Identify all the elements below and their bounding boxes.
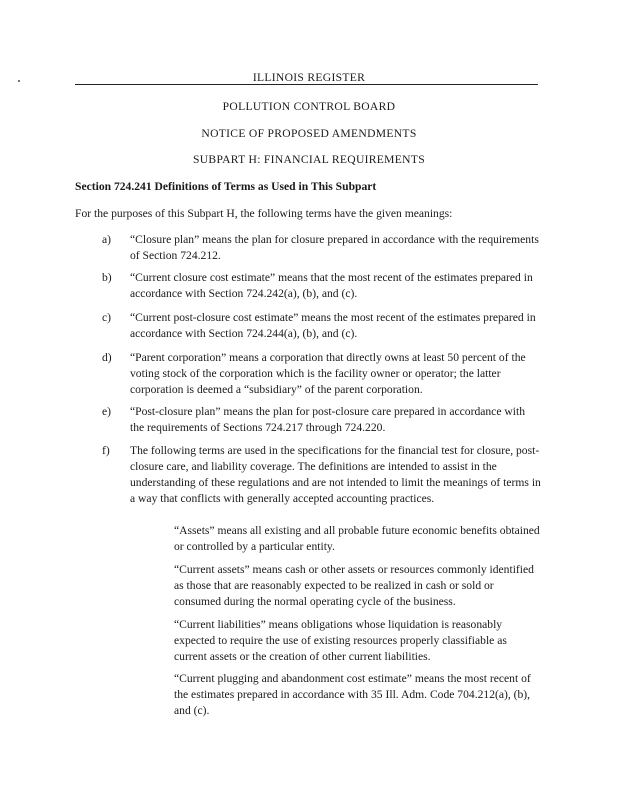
item-label: c) [102, 311, 112, 324]
item-label: f) [102, 444, 110, 457]
item-text: The following terms are used in the specifications for the financial test for closure, post-closure care, and liability coverage. The definitions are intended to assist in the understanding of these regulations and are not intended to limit the meanings of terms in a way that conflicts with generally accepted accounting practices. [130, 444, 541, 505]
item-label: b) [102, 271, 112, 284]
notice-heading: NOTICE OF PROPOSED AMENDMENTS [201, 127, 417, 140]
definition-plugging-cost-estimate: “Current plugging and abandonment cost estimate” means the most recent of the estimates prepared in accordance with 35 Ill. Adm. Code 704.212(a), (b), and (c). [174, 672, 531, 717]
item-text: “Parent corporation” means a corporation that directly owns at least 50 percent of the voting stock of the corporation which is the facility owner or operator; the latter corporation is deemed a “subsidiary” of the parent corporation. [130, 351, 526, 396]
item-a [102, 232, 542, 264]
item-text: “Current post-closure cost estimate” means the most recent of the estimates prepared in accordance with Section 724.244(a), (b), and (c). [130, 311, 536, 340]
item-b [102, 270, 542, 302]
definition-current-assets: “Current assets” means cash or other assets or resources commonly identified as those that are reasonably expected to be realized in cash or sold or consumed during the normal operating cycle of the business. [174, 563, 534, 608]
item-f [102, 443, 542, 507]
item-d [102, 350, 542, 398]
item-label: a) [102, 233, 112, 246]
item-label: e) [102, 405, 112, 418]
board-heading: POLLUTION CONTROL BOARD [222, 100, 396, 113]
definition-assets: “Assets” means all existing and all probable future economic benefits obtained or controlled by a particular entity. [174, 524, 540, 553]
item-text: “Closure plan” means the plan for closure prepared in accordance with the requirements of Section 724.212. [130, 233, 539, 262]
section-title: Section 724.241 Definitions of Terms as Used in This Subpart [75, 180, 377, 193]
register-heading: ILLINOIS REGISTER [252, 71, 366, 84]
item-text: “Current closure cost estimate” means that the most recent of the estimates prepared in accordance with Section 724.242(a), (b), and (c). [130, 271, 533, 300]
item-e [102, 404, 542, 436]
item-text: “Post-closure plan” means the plan for post-closure care prepared in accordance with the requirements of Sections 724.217 through 724.220. [130, 405, 525, 434]
item-c [102, 310, 542, 342]
item-label: d) [102, 351, 112, 364]
subpart-heading: SUBPART H: FINANCIAL REQUIREMENTS [193, 153, 425, 166]
definition-current-liabilities: “Current liabilities” means obligations whose liquidation is reasonably expected to require the use of existing resources properly classifiable as current assets or the creation of other current liabilities. [174, 618, 507, 663]
section-intro: For the purposes of this Subpart H, the following terms have the given meanings: [75, 207, 453, 220]
header-rule [75, 84, 538, 85]
